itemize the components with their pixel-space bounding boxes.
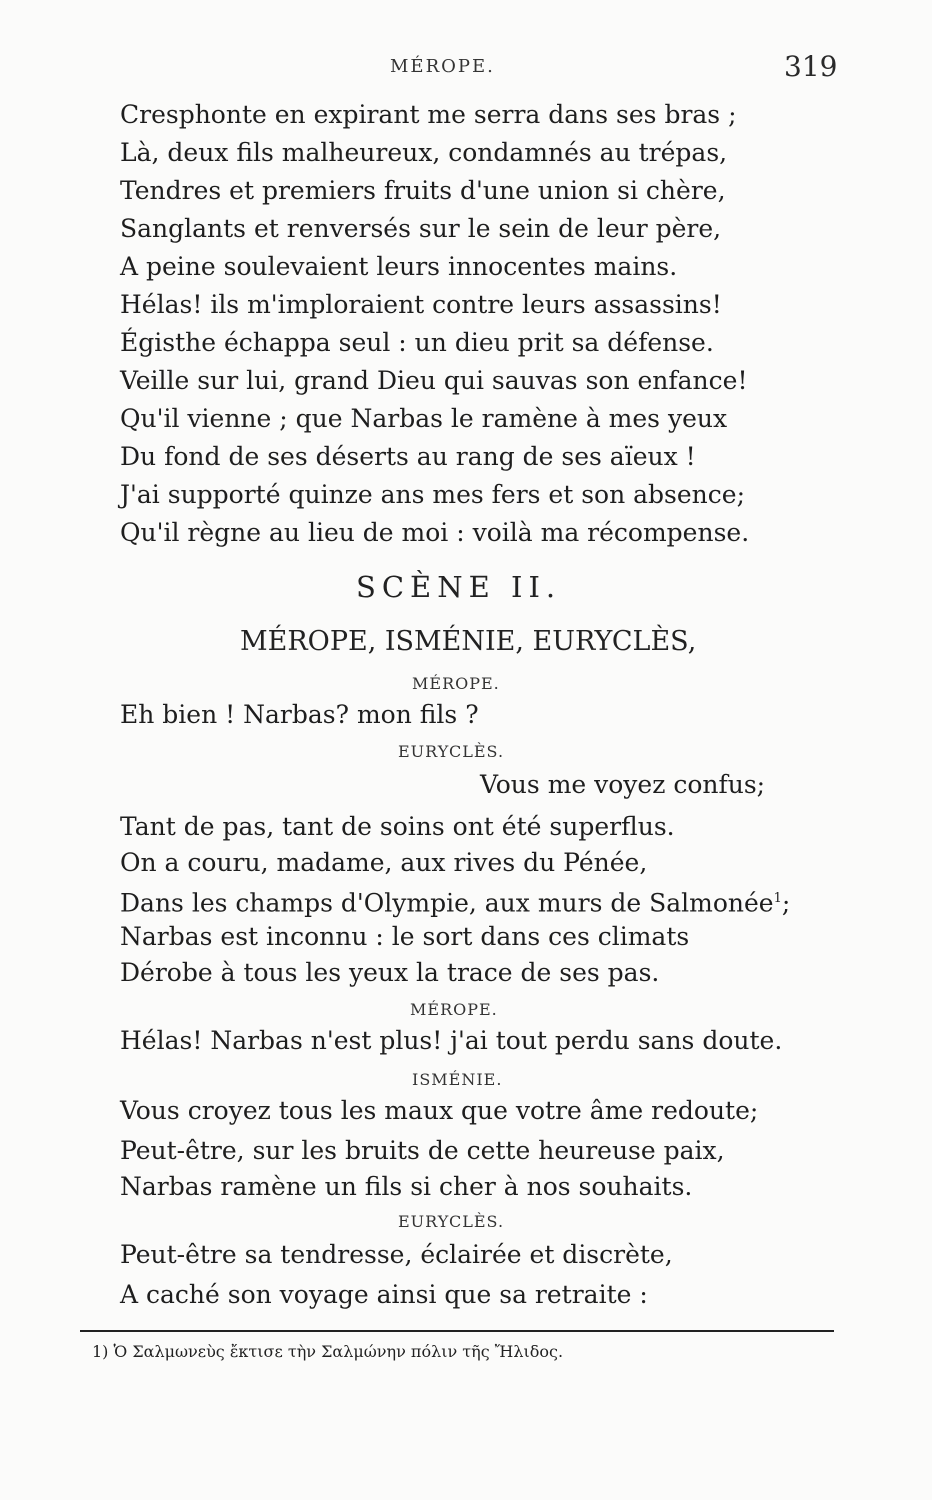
verse-line: Du fond de ses déserts au rang de ses aïeux ! <box>120 442 696 471</box>
verse-line: Peut-être sa tendresse, éclairée et discrète, <box>120 1240 673 1269</box>
verse-line: Veille sur lui, grand Dieu qui sauvas son enfance! <box>120 366 748 395</box>
verse-line: Narbas ramène un fils si cher à nos souhaits. <box>120 1172 693 1201</box>
verse-line: Dérobe à tous les yeux la trace de ses pas. <box>120 958 660 987</box>
verse-line: Égisthe échappa seul : un dieu prit sa défense. <box>120 328 714 357</box>
verse-line: On a couru, madame, aux rives du Pénée, <box>120 848 648 877</box>
footnote-text: Ὁ Σαλμωνεὺς ἔκτισε τὴν Σαλμώνην πόλιν τῆς Ἤλιδος. <box>113 1342 564 1361</box>
verse-line: Qu'il règne au lieu de moi : voilà ma récompense. <box>120 518 750 547</box>
footnote-marker: 1) <box>92 1342 109 1361</box>
verse-line: Narbas est inconnu : le sort dans ces climats <box>120 922 690 951</box>
verse-line: Hélas! ils m'imploraient contre leurs assassins! <box>120 290 722 319</box>
cast-list: MÉROPE, ISMÉNIE, EURYCLÈS, <box>240 626 697 657</box>
verse-line: A caché son voyage ainsi que sa retraite : <box>120 1280 648 1309</box>
page-number: 319 <box>784 50 838 83</box>
verse-line: Vous croyez tous les maux que votre âme redoute; <box>120 1096 759 1125</box>
verse-line <box>120 884 790 918</box>
verse-line: Qu'il vienne ; que Narbas le ramène à mes yeux <box>120 404 728 433</box>
speaker-name: EURYCLÈS. <box>398 1212 505 1231</box>
speaker-name: EURYCLÈS. <box>398 742 505 761</box>
speaker-name: MÉROPE. <box>412 674 500 693</box>
verse-line: Eh bien ! Narbas? mon fils ? <box>120 700 479 729</box>
verse-line: Vous me voyez confus; <box>480 770 766 799</box>
speaker-name: ISMÉNIE. <box>412 1070 503 1089</box>
verse-line: Tendres et premiers fruits d'une union si chère, <box>120 176 726 205</box>
verse-text: Dans les champs d'Olympie, aux murs de Salmonée <box>120 888 774 918</box>
verse-line: Cresphonte en expirant me serra dans ses bras ; <box>120 100 737 129</box>
verse-line: Peut-être, sur les bruits de cette heureuse paix, <box>120 1136 725 1165</box>
footnote-reference: 1 <box>773 891 782 906</box>
footnote-divider <box>80 1330 834 1332</box>
verse-line: A peine soulevaient leurs innocentes mains. <box>120 252 678 281</box>
verse-line: Là, deux fils malheureux, condamnés au trépas, <box>120 138 728 167</box>
speaker-name: MÉROPE. <box>410 1000 498 1019</box>
running-title: MÉROPE. <box>390 56 495 77</box>
footnote <box>92 1342 563 1361</box>
verse-line: J'ai supporté quinze ans mes fers et son absence; <box>120 480 745 509</box>
scene-heading: SCÈNE II. <box>356 570 562 604</box>
verse-line: Sanglants et renversés sur le sein de leur père, <box>120 214 722 243</box>
verse-line: Tant de pas, tant de soins ont été superflus. <box>120 812 675 841</box>
verse-punct: ; <box>781 888 791 918</box>
verse-line: Hélas! Narbas n'est plus! j'ai tout perdu sans doute. <box>120 1026 783 1055</box>
